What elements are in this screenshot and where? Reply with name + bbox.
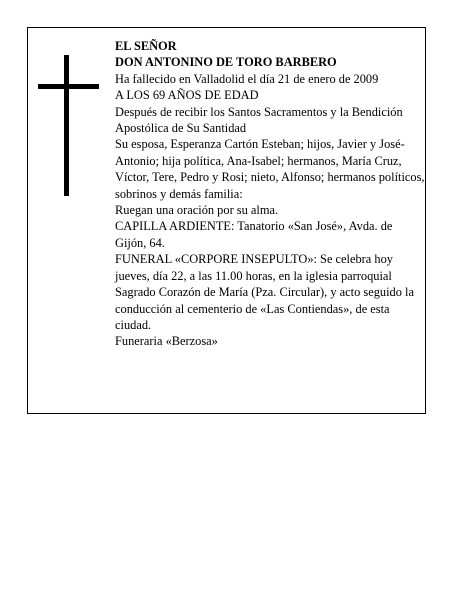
sacraments-line: Después de recibir los Santos Sacramentos y la Bendición Apostólica de Su Santidad (115, 104, 403, 136)
cross-icon (64, 55, 69, 196)
deceased-name: DON ANTONINO DE TORO BARBERO (115, 55, 337, 70)
death-info: Ha fallecido en Valladolid el día 21 de enero de 2009 (115, 71, 379, 86)
funeral-home: Funeraria «Berzosa» (115, 334, 218, 349)
chapel-info: CAPILLA ARDIENTE: Tanatorio «San José», Avda. de Gijón, 64. (115, 219, 393, 250)
funeral-info: FUNERAL «CORPORE INSEPULTO»: Se celebra hoy jueves, día 22, a las 11.00 horas, en la iglesia parroquial Sagrado Corazón de María (Pza. Circular), y acto seguido la conducción al cementerio de «Las Contiendas», de esta ciudad. (115, 252, 414, 332)
prayer-request: Ruegan una oración por su alma. (115, 203, 279, 218)
age-line: A LOS 69 AÑOS DE EDAD (115, 88, 259, 103)
obituary-text (115, 38, 426, 350)
family-list: Su esposa, Esperanza Cartón Esteban; hijos, Javier y José-Antonio; hija política, Ana-Isabel; hermanos, María Cruz, Víctor, Tere, Pedro y Rosi; nieto, Alfonso; hermanos políticos, sobrinos y demás familia: (115, 137, 425, 201)
cross-icon-bar (38, 84, 99, 89)
title-line-1: EL SEÑOR (115, 39, 177, 53)
